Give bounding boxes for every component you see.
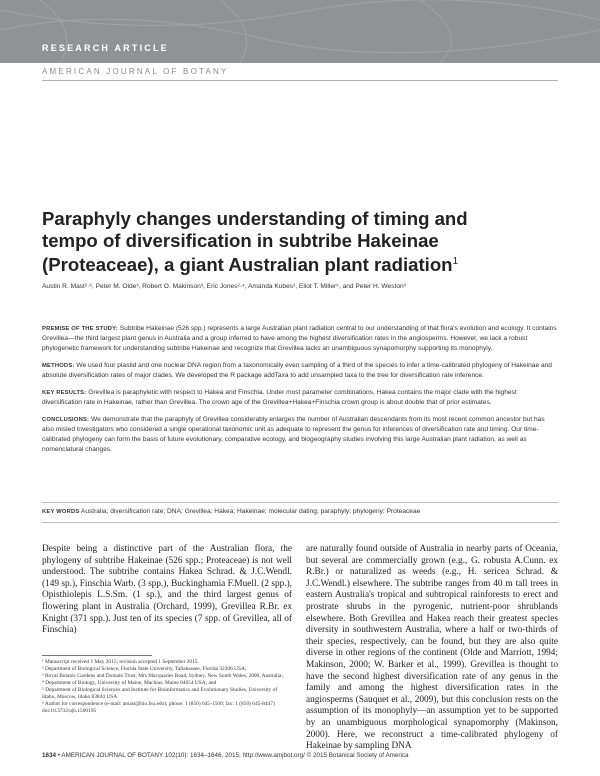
- footnote: ² Department of Biological Science, Florida State University, Tallahassee, Florida 32306 USA;: [42, 666, 247, 672]
- footnote: ¹ Manuscript received 1 May 2015; revision accepted 1 September 2015.: [42, 659, 199, 665]
- title-footnote-marker: 1: [452, 256, 459, 267]
- title-text: Paraphyly changes understanding of timing and tempo of diversification in subtribe Hakeinae (Proteaceae), a giant Australian plant radiation: [42, 208, 468, 276]
- abstract: [42, 324, 558, 462]
- page-number: 1634: [42, 752, 57, 759]
- header-divider: [42, 80, 558, 81]
- footnotes: [42, 659, 292, 715]
- keywords-top-rule: [42, 502, 558, 503]
- header-banner: [0, 0, 600, 63]
- footnote: ⁵ Department of Biological Sciences and Institute for Bioinformatics and Evolutionary Studies, University of Idaho, Moscow, Idaho 83844 USA: [42, 687, 278, 700]
- journal-name: AMERICAN JOURNAL OF BOTANY: [42, 67, 229, 76]
- abstract-premise: [42, 324, 558, 354]
- abstract-text: We demonstrate that the paraphyly of Grevillea considerably enlarges the number of Australian descendants from its most recent common ancestor but has also misled investigators who considered a single operational taxonomic unit as adequate to represent the genus for inferences of diversification rate and timing. Our time-calibrated phylogeny can form the basis of future evolutionary, comparative ecology, and biogeography studies involving this large Australian plant radiation, as well as nomenclatural changes.: [42, 416, 545, 453]
- author-list: Austin R. Mast²·⁶, Peter M. Olde³, Robert O. Makinson³, Eric Jones²·⁴, Amanda Kubes², Eliot T. Miller⁵, and Peter H. Weston³: [42, 283, 406, 290]
- abstract-methods: [42, 361, 558, 381]
- article-type-label: RESEARCH ARTICLE: [42, 43, 169, 53]
- footnote-rule: [42, 655, 152, 656]
- footnote: ⁴ Department of Biology, University of Maine, Machias, Maine 04654 USA; and: [42, 680, 217, 686]
- footnote: ³ Royal Botanic Gardens and Domain Trust, Mrs Macquaries Road, Sydney, New South Wales, 2000, Australia;: [42, 673, 283, 679]
- footnote: ⁶ Author for correspondence (e-mail: amast@bio.fsu.edu); phone: 1 (850) 645-1500; fax: 1 (850) 645-8447): [42, 701, 275, 707]
- abstract-conclusions: [42, 415, 558, 455]
- abstract-results: [42, 388, 558, 408]
- body-column-left: Despite being a distinctive part of the Australian flora, the phylogeny of subtribe Hakeinae (526 spp.; Proteaceae) is not well understood. The subtribe contains Hakea Schrad. & J.C.Wendl. (149 sp.), Finschia Warb. (3 spp.), Buckinghamia F.Muell. (2 spp.), Opisthiolepis L.S.Sm. (1 sp.), and the third largest genus of flowering plant in Australia (Orchard, 1999), Grevillea R.Br. ex Knight (371 spp.). Just ten of its species (7 spp. of Grevillea, all of Finschia): [42, 544, 292, 636]
- page-footer: [42, 752, 558, 759]
- footer-citation: • AMERICAN JOURNAL OF BOTANY 102(10): 1634–1646, 2015; http://www.amjbot.org/ © 2015 Botanical Society of America: [57, 752, 409, 759]
- body-column-right: are naturally found outside of Australia in nearby parts of Oceania, but several are commercially grown (e.g., G. robusta A.Cunn. ex R.Br.) or naturalized as weeds (e.g., H. sericea Schrad. & J.C.Wendl.) elsewhere. The subtribe ranges from 40 m tall trees in eastern Australia's tropical and subtropical rainforests to erect and prostrate shrubs in the pyrogenic, nutrient-poor shrublands elsewhere. Both Grevillea and Hakea reach their greatest species diversity in southwestern Australia, where a half or two-thirds of their species, respectively, can be found, but they are also quite diverse in other regions of the continent (Olde and Marriott, 1994; Makinson, 2000; W. Barker et al., 1999). Grevillea is thought to have the second highest diversification rate of any genus in the family and among the highest diversification rates in the angiosperms (Sauquet et al., 2009), but this conclusion rests on the assumption of its monophyly—an assumption yet to be supported by an unambiguous morphological synapomorphy (Makinson, 2000). Here, we reconstruct a time-calibrated phylogeny of Hakeinae by sampling DNA: [306, 544, 558, 752]
- abstract-heading: PREMISE OF THE STUDY:: [42, 326, 118, 332]
- article-title: [42, 208, 512, 276]
- doi: doi:10.3732/ajb.1500195: [42, 708, 97, 714]
- abstract-heading: KEY RESULTS:: [42, 390, 87, 396]
- abstract-heading: CONCLUSIONS:: [42, 417, 90, 423]
- abstract-text: Grevillea is paraphyletic with respect to Hakea and Finschia. Under most parameter combinations, Hakea contains the major clade with the highest diversification rate in Hakeinae, rather than Grevillea. The crown age of the Grevillea+Hakea+Finschia crown group is about double that of prior estimates.: [42, 389, 517, 406]
- abstract-heading: METHODS:: [42, 363, 75, 369]
- keywords-text: Australia; diversification rate; DNA; Grevillea; Hakea; Hakeinae; molecular dating; paraphyly; phylogeny; Proteaceae: [80, 508, 421, 515]
- keywords-label: KEY WORDS: [42, 509, 80, 515]
- abstract-text: Subtribe Hakeinae (526 spp.) represents a large Australian plant radiation central to our understanding of that flora's evolution and ecology. It contains Grevillea—the third largest plant genus in Australia and a group inferred to have among the highest diversification rates in the angiosperms. However, we lack a robust phylogenetic framework for understanding subtribe Hakeinae and recognize that Grevillea lacks an unambiguous synapomorphy supporting its monophyly.: [42, 325, 557, 352]
- keywords-bottom-rule: [42, 522, 558, 523]
- leaf-texture-decoration: [0, 0, 600, 63]
- keywords: [42, 508, 558, 515]
- abstract-text: We used four plastid and one nuclear DNA region from a taxonomically even sampling of a third of the species to infer a time-calibrated phylogeny of Hakeinae and absolute diversification rates of major clades. We developed the R package addTaxa to add unsampled taxa to the tree for diversification rate inference.: [42, 362, 552, 379]
